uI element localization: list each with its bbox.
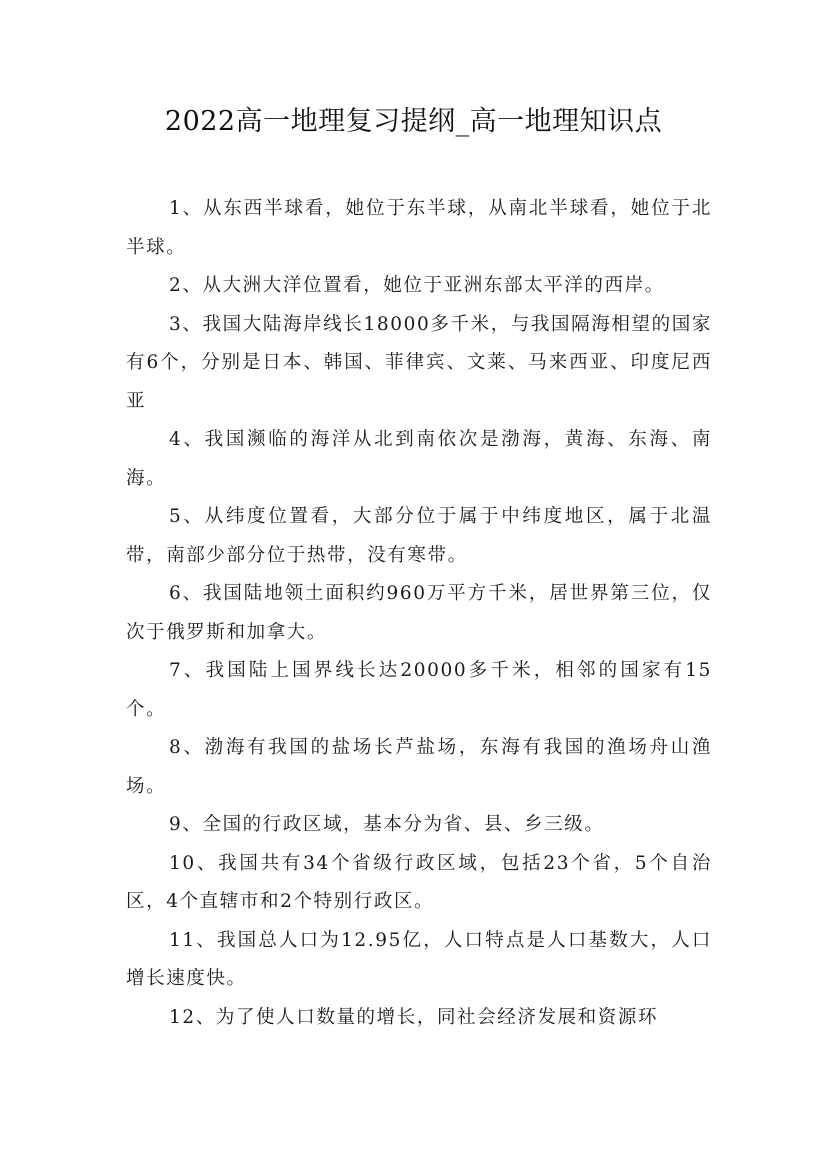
paragraph-1: 1、从东西半球看，她位于东半球，从南北半球看，她位于北半球。 — [126, 198, 712, 258]
paragraph-4: 4、我国濒临的海洋从北到南依次是渤海，黄海、东海、南海。 — [126, 429, 712, 489]
paragraph-11: 11、我国总人口为12.95亿，人口特点是人口基数大，人口增长速度快。 — [126, 929, 712, 989]
document-body — [126, 190, 712, 1037]
paragraph-2: 2、从大洲大洋位置看，她位于亚洲东部太平洋的西岸。 — [169, 275, 665, 296]
paragraph-3: 3、我国大陆海岸线长18000多千米，与我国隔海相望的国家有6个，分别是日本、韩国、菲律宾、文莱、马来西亚、印度尼西亚 — [126, 313, 712, 412]
paragraph-8: 8、渤海有我国的盐场长芦盐场，东海有我国的渔场舟山渔场。 — [126, 737, 712, 797]
paragraph-10: 10、我国共有34个省级行政区域，包括23个省，5个自治区，4个直辖市和2个特别行政区。 — [126, 852, 712, 912]
paragraph-12: 12、为了使人口数量的增长，同社会经济发展和资源环 — [169, 1006, 659, 1028]
paragraph-6: 6、我国陆地领土面积约960万平方千米，居世界第三位，仅次于俄罗斯和加拿大。 — [126, 583, 712, 643]
paragraph-5: 5、从纬度位置看，大部分位于属于中纬度地区，属于北温带，南部少部分位于热带，没有寒带。 — [126, 506, 712, 566]
document-title: 2022高一地理复习提纲_高一地理知识点 — [164, 106, 663, 137]
paragraph-9: 9、全国的行政区域，基本分为省、县、乡三级。 — [169, 814, 605, 835]
paragraph-7: 7、我国陆上国界线长达20000多千米，相邻的国家有15个。 — [126, 660, 712, 720]
